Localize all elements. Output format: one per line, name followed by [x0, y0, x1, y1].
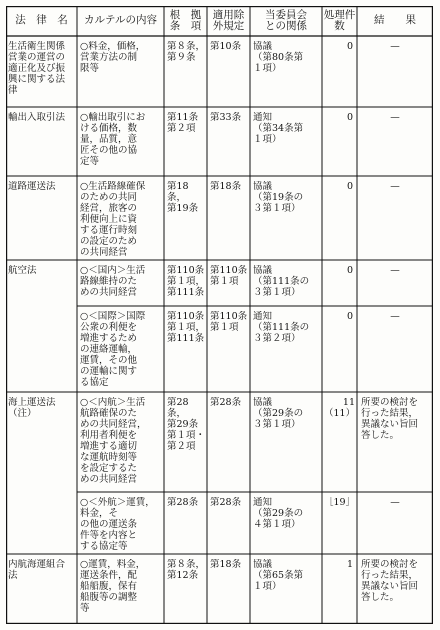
row-5-exclusion: 第28条: [210, 397, 242, 408]
row-3-basis: 第110条 第１項， 第111条: [167, 265, 206, 298]
cartel-exemption-table: [6, 6, 433, 624]
row-0-count: 0: [346, 41, 353, 52]
row-3-law: 航空法: [8, 265, 37, 276]
row-5-count: 11 （11）: [324, 397, 355, 419]
header-cartel-content: カルテルの内容: [84, 14, 157, 27]
row-0-exclusion: 第10条: [210, 41, 242, 52]
row-0-law: 生活衛生関係 営業の運営の 適正化及び振 興に関する法 律: [8, 41, 66, 96]
header-exclusion-provision: 適用除 外規定: [212, 8, 245, 32]
row-7-content: ○運賃，料金， 運送条件，配 船船腹，保有 船腹等の調整 等: [80, 559, 146, 614]
row-2-content: ○生活路線確保 のための共同 経営，旅客の 利便向上に資 する運行時刻 の設定のため の共同経営: [80, 181, 146, 258]
row-2-count: 0: [346, 181, 353, 192]
row-1-content: ○輸出取引にお ける価格，数 量，品質，意 匠その他の協 定等: [80, 112, 146, 167]
header-basis-provision: 根 拠 条 項: [169, 8, 202, 32]
row-2-result: —: [390, 181, 400, 192]
row-6-relation: 通知 （第29条の ４第１項）: [253, 497, 304, 530]
row-3-relation: 協議 （第111条の ３第１項）: [253, 265, 310, 298]
row-0-result: —: [390, 41, 400, 52]
row-4-exclusion: 第110条 第１項: [210, 311, 248, 333]
row-1-basis: 第11条 第２項: [167, 112, 199, 134]
row-7-relation: 協議 （第65条第 １項）: [253, 559, 304, 592]
row-1-law: 輸出入取引法: [8, 112, 66, 123]
row-7-law: 内航海運組合 法: [8, 559, 66, 581]
row-4-result: —: [390, 311, 400, 322]
row-6-exclusion: 第28条: [210, 497, 242, 508]
header-law-name: 法 律 名: [15, 14, 68, 27]
row-0-content: ○料金，価格， 営業方法の制 限等: [80, 41, 146, 74]
row-2-relation: 協議 （第19条の ３第１項）: [253, 181, 304, 214]
row-2-exclusion: 第18条: [210, 181, 242, 192]
row-6-basis: 第28条: [167, 497, 199, 508]
row-5-basis: 第28条， 第29条 第１項・ 第２項: [167, 397, 206, 452]
header-commission-relation: 当委員会 との関係: [265, 8, 307, 32]
row-6-result: —: [390, 497, 400, 508]
row-5-law: 海上運送法 （注）: [8, 397, 56, 419]
row-6-count: ［19］: [324, 497, 355, 508]
row-4-count: 0: [346, 311, 353, 322]
row-6-content: ○＜外航＞運賃， 料金，そ の他の運送条 件等を内容と する協定等: [80, 497, 155, 552]
row-7-result: 所要の検討を 行った結果， 異議ない旨回 答した。: [361, 559, 419, 603]
header-case-count: 処理件 数: [323, 8, 356, 32]
row-1-count: 0: [346, 112, 353, 123]
row-2-law: 道路運送法: [8, 181, 56, 192]
row-4-content: ○＜国際＞国際 公衆の利便を 増進するため の連絡運輸， 運賃，その他 の運輸に関す る協定: [80, 311, 146, 388]
row-0-basis: 第８条， 第９条: [167, 41, 206, 63]
row-1-exclusion: 第33条: [210, 112, 242, 123]
row-3-exclusion: 第110条 第１項: [210, 265, 248, 287]
row-1-relation: 通知 （第34条第 １項）: [253, 112, 304, 145]
row-5-relation: 協議 （第29条の ３第１項）: [253, 397, 304, 430]
row-0-relation: 協議 （第80条第 １項）: [253, 41, 304, 74]
row-7-count: 1: [346, 559, 353, 570]
row-5-content: ○＜内航＞生活 航路確保のた めの共同経営， 利用者利便を 増進する適切 な運航時刻等 を設定するた めの共同経営: [80, 397, 147, 485]
row-1-result: —: [390, 112, 400, 123]
row-3-count: 0: [346, 265, 353, 276]
header-result: 結 果: [374, 14, 416, 27]
row-5-result: 所要の検討を 行った結果， 異議ない旨回 答した。: [361, 397, 419, 441]
row-7-basis: 第８条， 第12条: [167, 559, 206, 581]
row-3-content: ○＜国内＞生活 路線維持のた めの共同経営: [80, 265, 146, 298]
row-3-result: —: [390, 265, 400, 276]
row-7-exclusion: 第18条: [210, 559, 242, 570]
row-4-relation: 通知 （第111条の ３第２項）: [253, 311, 310, 344]
row-4-basis: 第110条 第１項， 第111条: [167, 311, 206, 344]
row-2-basis: 第18条， 第19条: [167, 181, 199, 214]
